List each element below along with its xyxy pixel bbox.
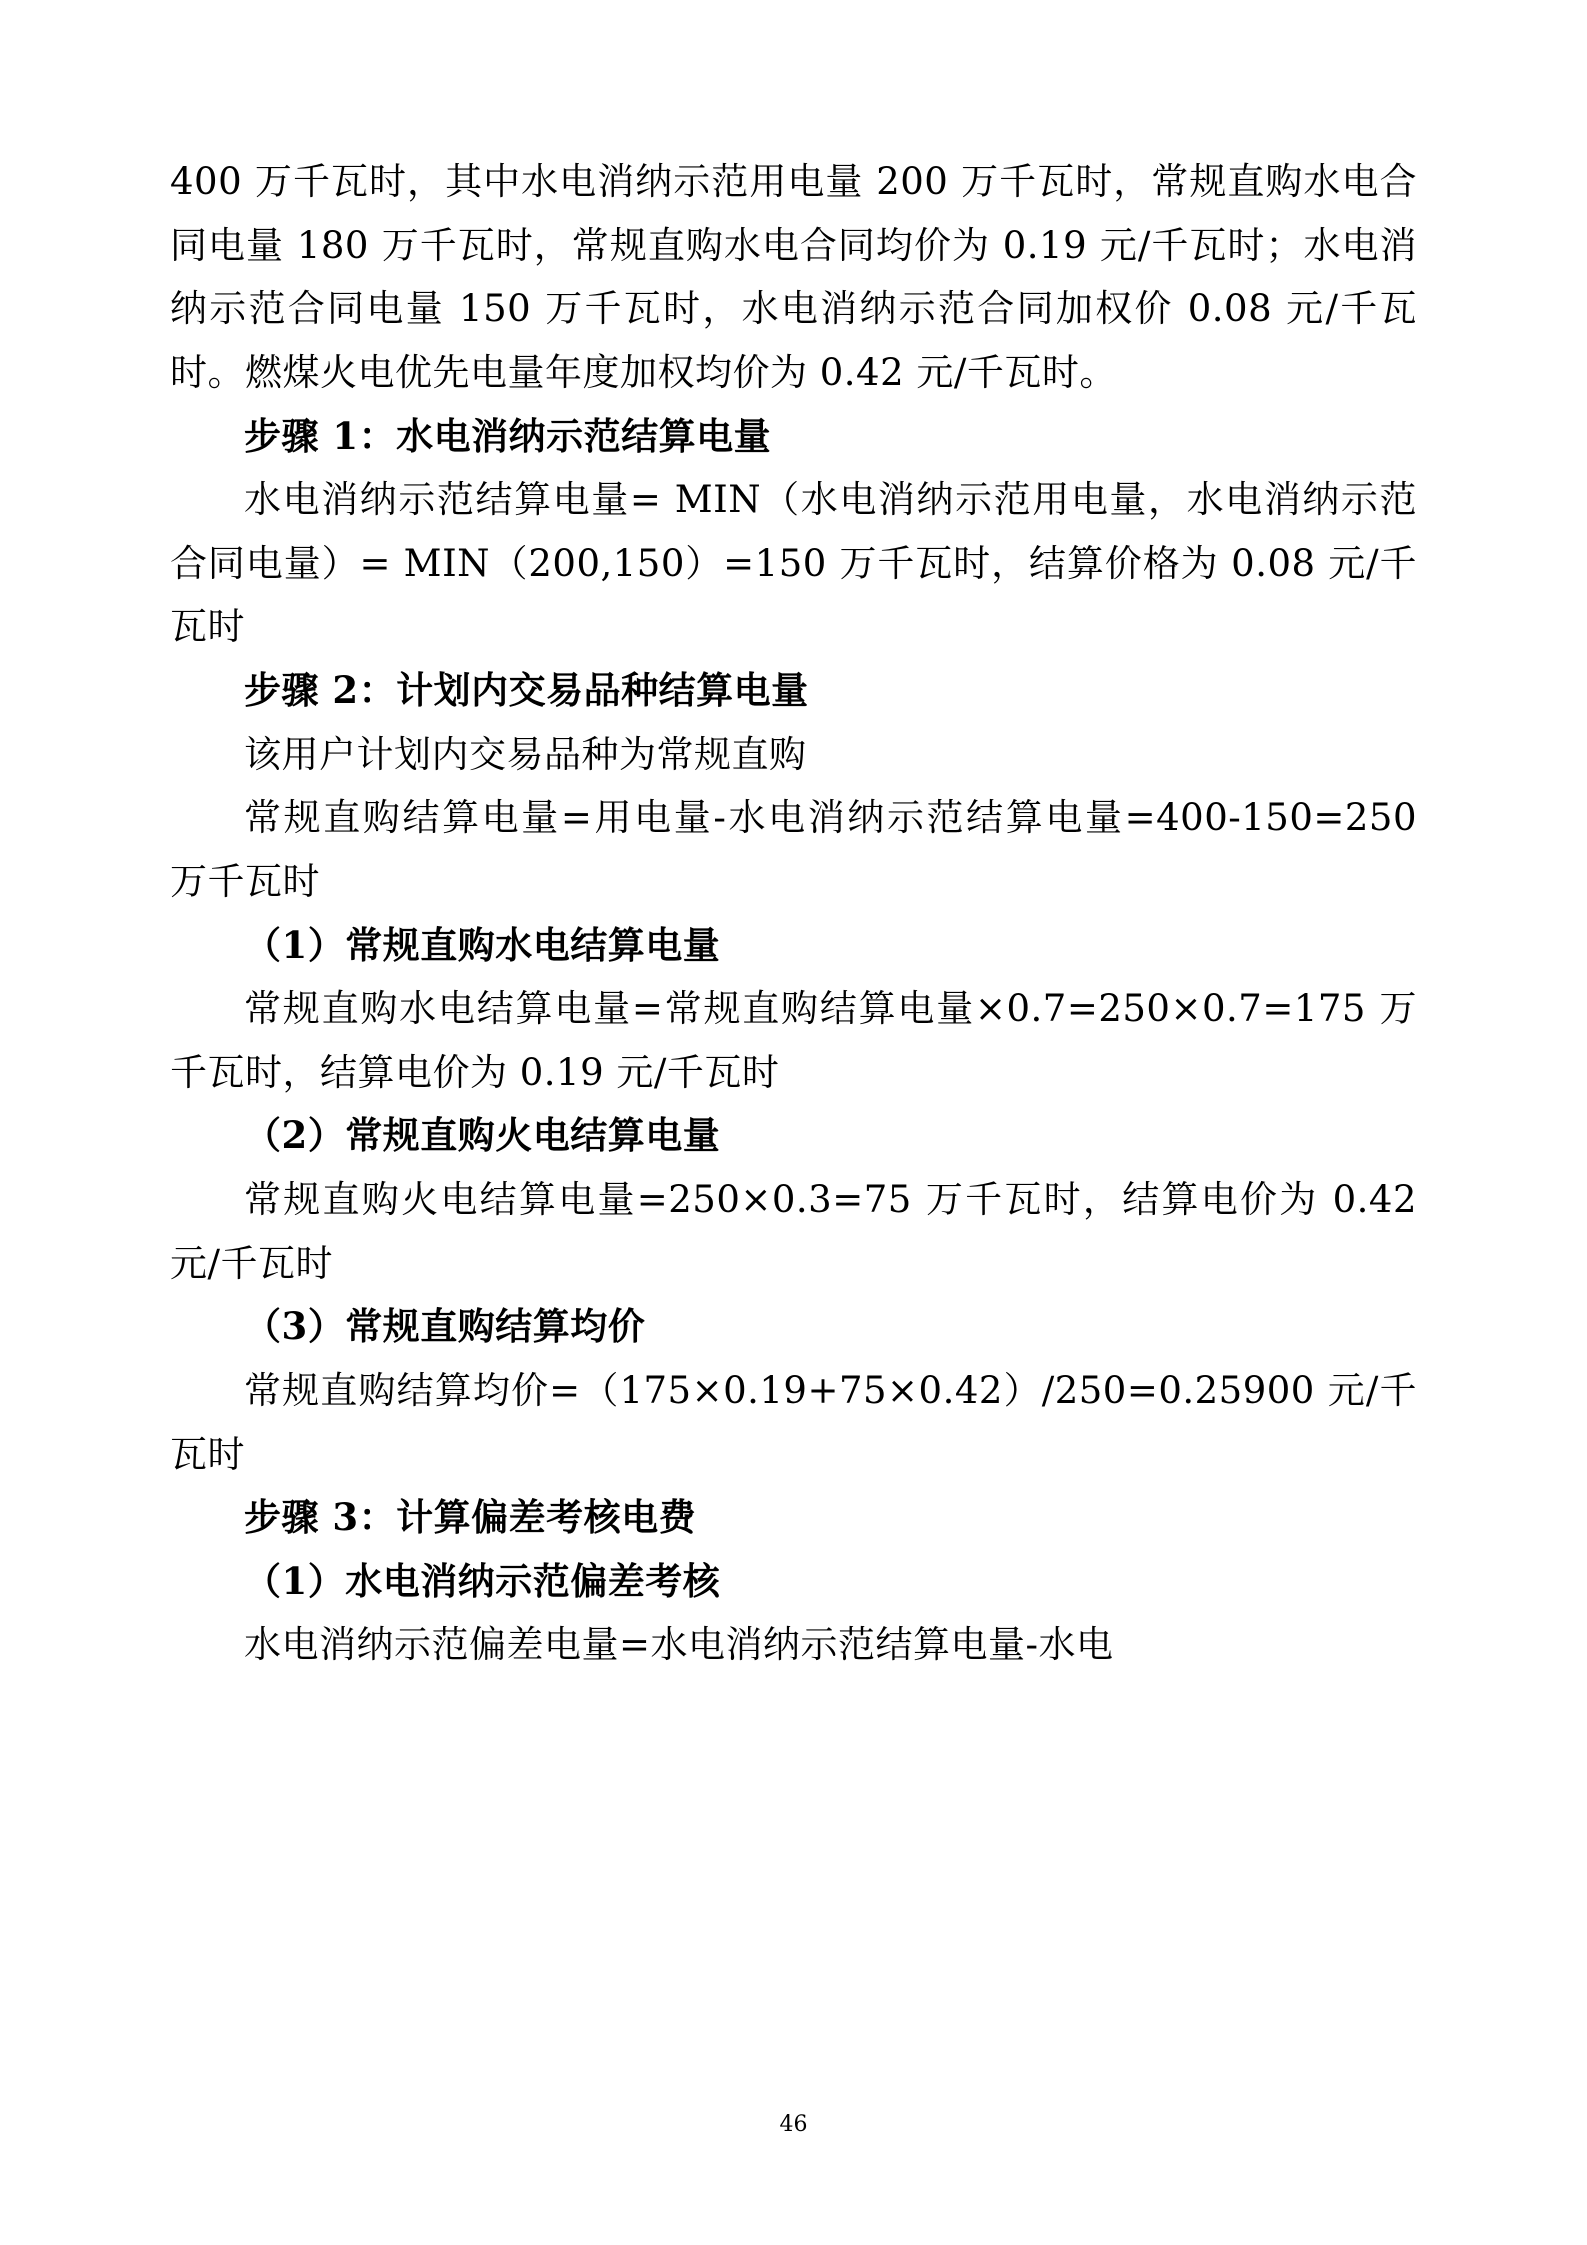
heading-step-1: 步骤 1：水电消纳示范结算电量 [244,413,772,458]
heading-item-3: （3）常规直购结算均价 [244,1304,646,1349]
paragraph-item-2-detail: 常规直购火电结算电量=250×0.3=75 万千瓦时，结算电价为 0.42 元/千瓦时 [170,1178,1417,1285]
heading-item-2: （2）常规直购火电结算电量 [244,1113,721,1158]
heading-step-3-item-1: （1）水电消纳示范偏差考核 [244,1558,721,1603]
paragraph-step-3-item-1-detail: 水电消纳示范偏差电量=水电消纳示范结算电量-水电 [244,1623,1114,1667]
heading-step-3: 步骤 3：计算偏差考核电费 [244,1495,697,1540]
paragraph-step-2-type: 该用户计划内交易品种为常规直购 [244,732,807,776]
document-body [170,150,1417,1677]
page-number: 46 [779,2112,808,2137]
paragraph-item-3-detail: 常规直购结算均价=（175×0.19+75×0.42）/250=0.25900 元/千瓦时 [170,1368,1417,1476]
heading-item-1: （1）常规直购水电结算电量 [244,922,721,967]
heading-step-2: 步骤 2：计划内交易品种结算电量 [244,668,809,712]
paragraph-step-1-detail: 水电消纳示范结算电量= MIN（水电消纳示范用电量，水电消纳示范合同电量）= MIN（200,150）=150 万千瓦时，结算价格为 0.08 元/千瓦时 [170,478,1417,649]
paragraph-intro: 400 万千瓦时，其中水电消纳示范用电量 200 万千瓦时，常规直购水电合同电量 180 万千瓦时，常规直购水电合同均价为 0.19 元/千瓦时；水电消纳示范合同电量 150 万千瓦时，水电消纳示范合同加权价 0.08 元/千瓦时。燃煤火电优先电量年度加权均价为 0.42 元/千瓦时。 [170,160,1417,394]
paragraph-item-1-detail: 常规直购水电结算电量=常规直购结算电量×0.7=250×0.7=175 万千瓦时，结算电价为 0.19 元/千瓦时 [170,987,1417,1094]
paragraph-step-2-formula: 常规直购结算电量=用电量-水电消纳示范结算电量=400-150=250 万千瓦时 [170,796,1417,903]
